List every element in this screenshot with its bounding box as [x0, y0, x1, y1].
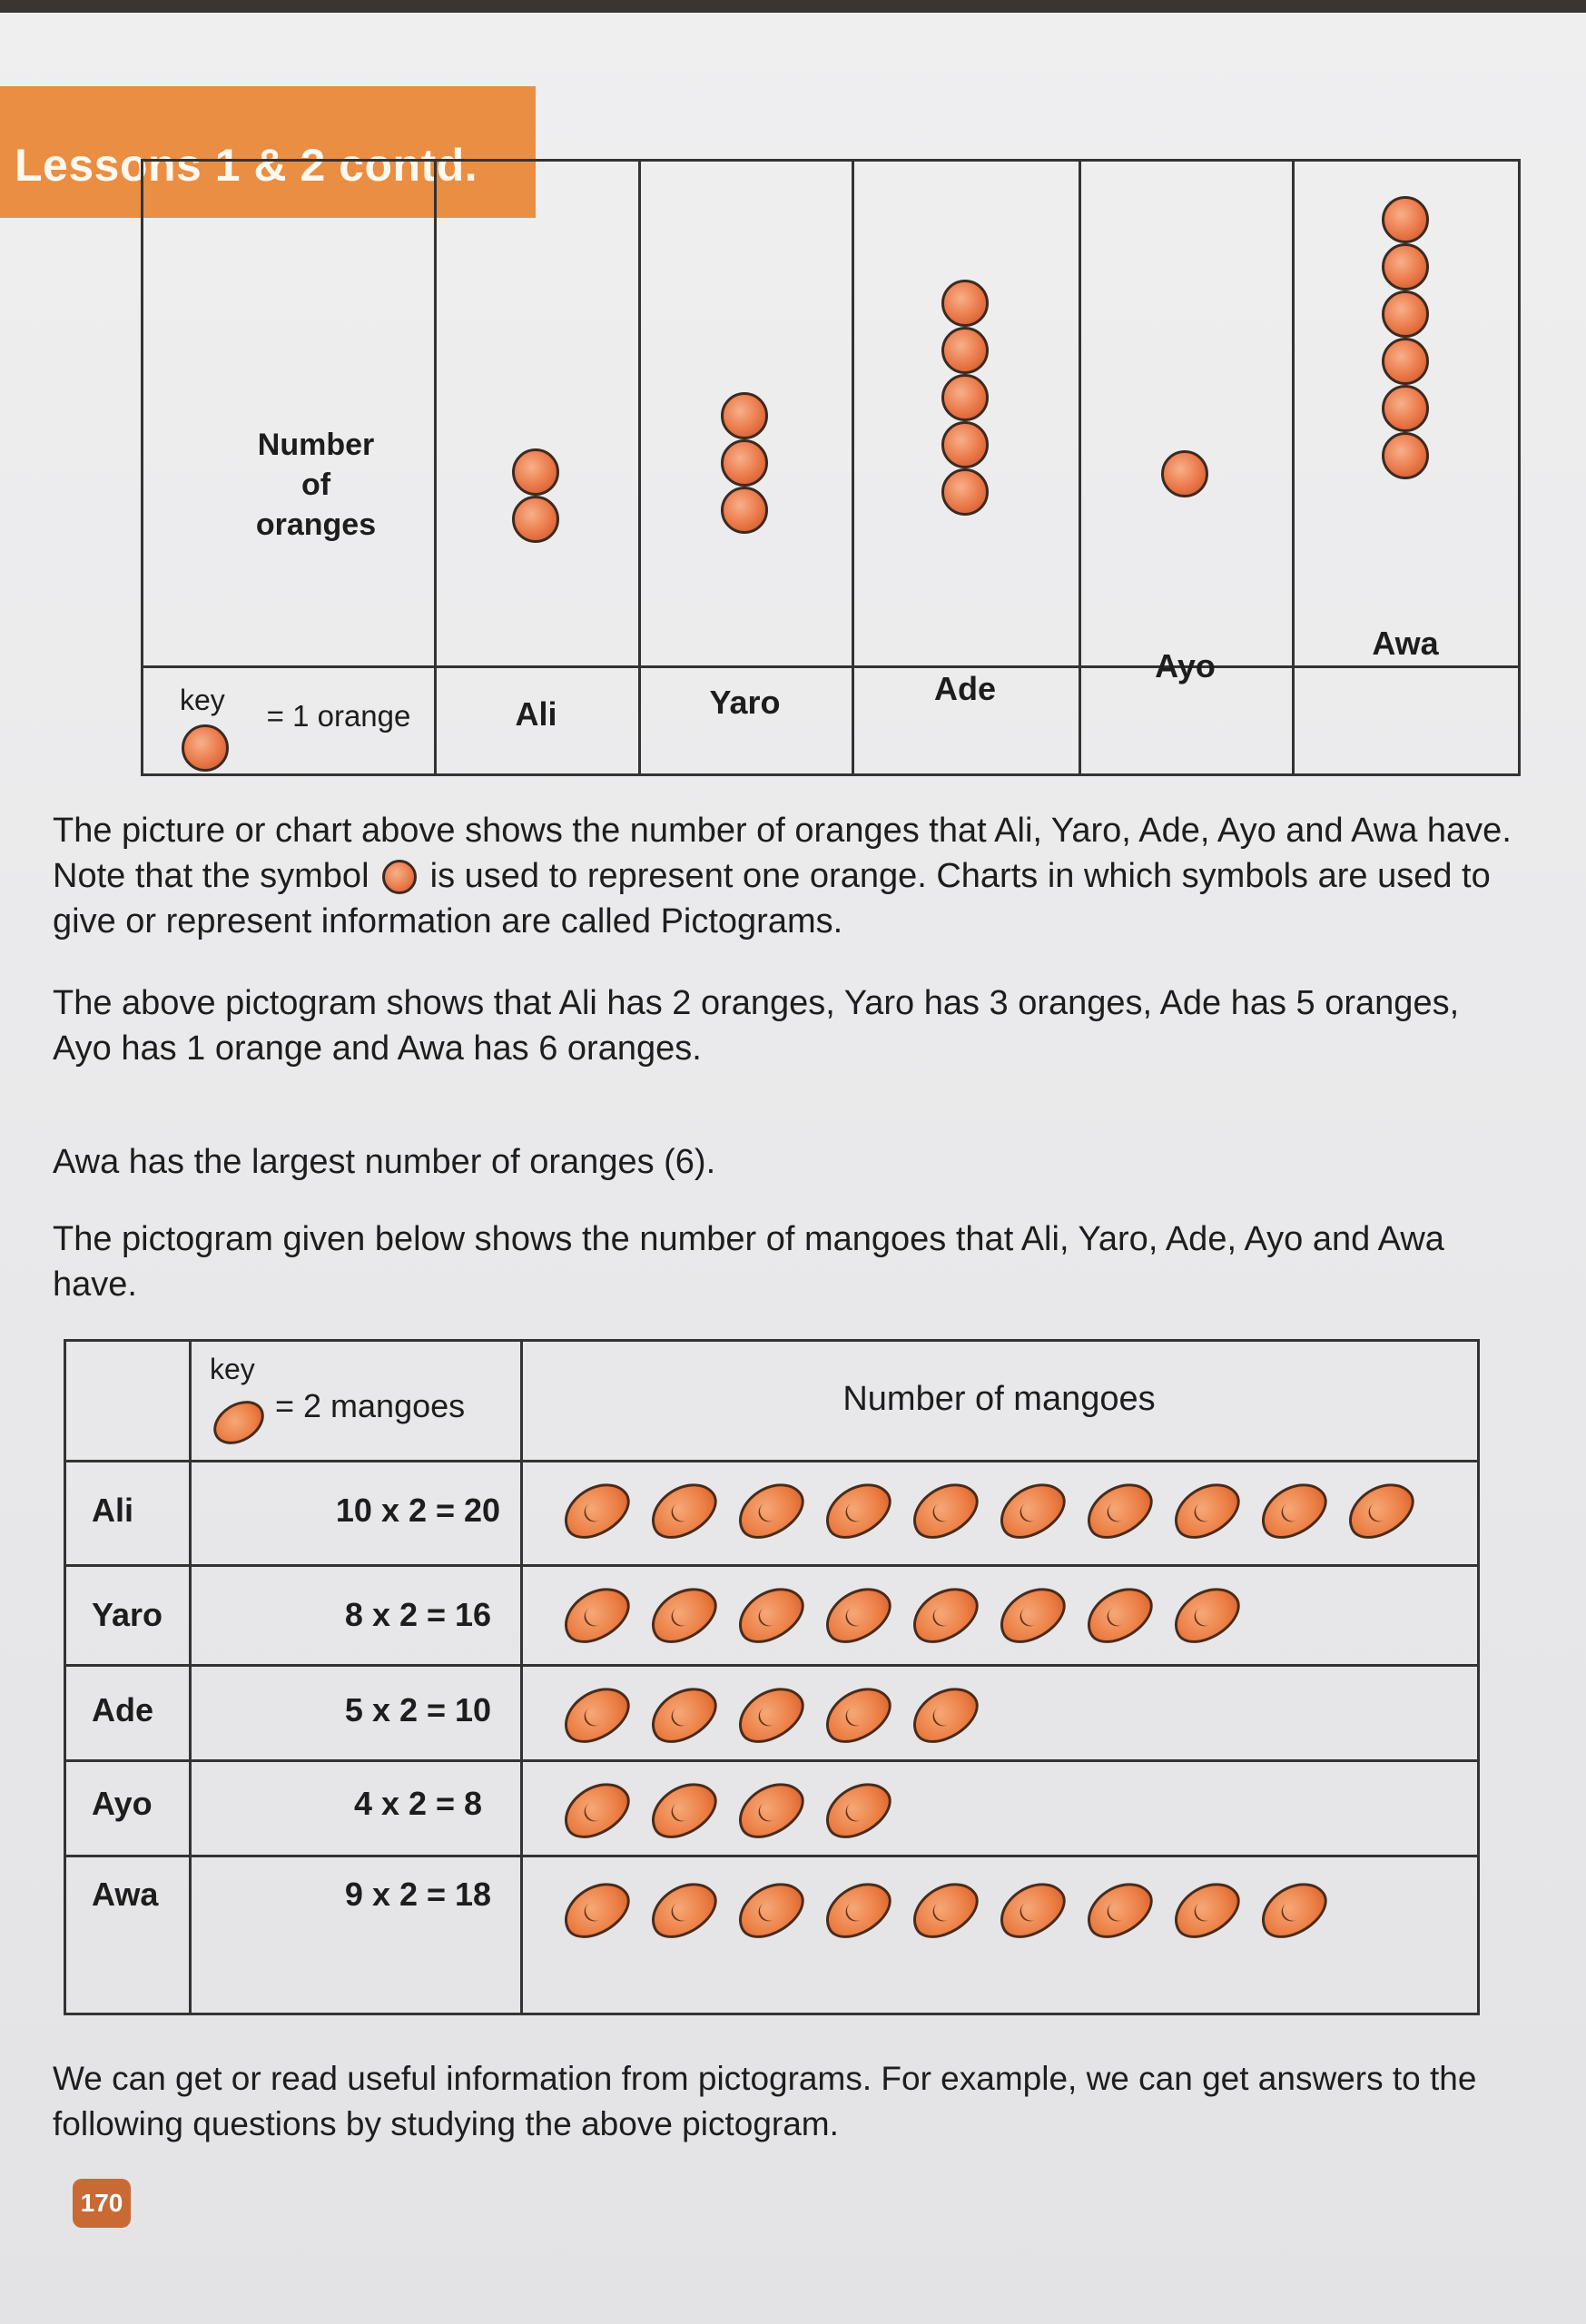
top-edge — [0, 0, 1586, 13]
mango-yaro-4 — [815, 1576, 901, 1653]
divider — [66, 1664, 1477, 1667]
person-label: Awa — [1372, 625, 1439, 662]
row-header-line: of — [300, 468, 331, 502]
mango-ali-7 — [1077, 1472, 1162, 1549]
row-name: Yaro — [92, 1596, 163, 1633]
mango-ade-5 — [902, 1676, 988, 1753]
orange-awa-3 — [1382, 338, 1429, 385]
orange-ade-1 — [941, 468, 989, 516]
lesson-title: Lessons 1 & 2 contd. — [15, 140, 478, 191]
mango-yaro-6 — [990, 1576, 1075, 1653]
person-label: Yaro — [709, 684, 781, 721]
table-header: Number of mangoes — [842, 1380, 1156, 1418]
key-mango-icon — [205, 1392, 271, 1452]
mango-awa-8 — [1164, 1871, 1249, 1948]
paragraph-largest: Awa has the largest number of oranges (6). — [53, 1143, 716, 1181]
orange-ade-5 — [941, 280, 989, 327]
orange-ali-2 — [512, 448, 559, 496]
row-header-line: oranges — [255, 507, 377, 542]
mango-awa-5 — [902, 1871, 988, 1948]
mango-ali-6 — [990, 1472, 1075, 1549]
row-calc: 8 x 2 = 16 — [344, 1596, 492, 1633]
person-label: Ade — [933, 670, 996, 707]
divider — [66, 1564, 1477, 1567]
mango-awa-4 — [815, 1871, 901, 1948]
orange-awa-1 — [1382, 432, 1429, 479]
divider — [638, 162, 641, 773]
mango-awa-3 — [728, 1871, 813, 1948]
mango-awa-9 — [1251, 1871, 1336, 1948]
mango-ayo-1 — [554, 1771, 639, 1848]
paragraph-text: is used to represent one orange. Charts in which symbols are used to give or represent information are called Pictograms. — [53, 857, 1491, 940]
mango-ade-3 — [728, 1676, 813, 1753]
row-calc: 5 x 2 = 10 — [344, 1691, 492, 1728]
key-text: = 1 orange — [266, 699, 411, 733]
mango-ali-1 — [554, 1472, 639, 1549]
mango-yaro-5 — [902, 1576, 988, 1653]
row-header-line: Number — [257, 428, 375, 462]
key-label: key — [210, 1353, 255, 1385]
mango-ayo-2 — [641, 1771, 726, 1848]
mango-pictogram-table — [64, 1339, 1480, 2015]
mango-ali-4 — [815, 1472, 901, 1549]
mango-yaro-8 — [1164, 1576, 1249, 1653]
divider — [1292, 162, 1295, 773]
orange-yaro-3 — [721, 392, 768, 439]
row-calc: 10 x 2 = 20 — [335, 1492, 501, 1529]
mango-awa-2 — [641, 1871, 726, 1948]
person-label: Ali — [515, 695, 557, 733]
mango-yaro-2 — [641, 1576, 726, 1653]
divider — [66, 1460, 1477, 1462]
mango-ade-2 — [641, 1676, 726, 1753]
divider — [66, 1759, 1477, 1762]
mango-yaro-3 — [728, 1576, 813, 1653]
row-name: Ade — [92, 1691, 154, 1728]
divider — [66, 1855, 1477, 1857]
paragraph-mango-intro: The pictogram given below shows the number of mangoes that Ali, Yaro, Ade, Ayo and Awa have. — [53, 1220, 1444, 1304]
orange-yaro-2 — [721, 439, 768, 487]
mango-ali-9 — [1251, 1472, 1336, 1549]
orange-ade-2 — [941, 421, 989, 468]
paragraph-text: The picture or chart above shows the number of oranges that Ali, Yaro, Ade, Ayo and Awa have. Note that the symbol — [53, 812, 1512, 895]
mango-awa-7 — [1077, 1871, 1162, 1948]
row-name: Awa — [92, 1876, 159, 1913]
key-text: = 2 mangoes — [275, 1387, 466, 1424]
orange-awa-5 — [1382, 243, 1429, 290]
orange-ali-1 — [512, 496, 559, 543]
mango-ade-1 — [554, 1676, 639, 1753]
orange-ade-3 — [941, 374, 989, 421]
row-name: Ali — [92, 1492, 134, 1529]
key-label: key — [180, 684, 225, 716]
mango-awa-6 — [990, 1871, 1075, 1948]
orange-yaro-1 — [721, 487, 768, 534]
mango-ayo-4 — [815, 1771, 901, 1848]
mango-ali-3 — [728, 1472, 813, 1549]
orange-ade-4 — [941, 327, 989, 374]
mango-ali-8 — [1164, 1472, 1249, 1549]
divider — [189, 1342, 192, 2013]
row-calc: 4 x 2 = 8 — [353, 1785, 483, 1822]
mango-ali-10 — [1338, 1472, 1423, 1549]
key-orange-icon — [182, 724, 229, 772]
orange-awa-4 — [1382, 290, 1429, 338]
orange-awa-6 — [1382, 196, 1429, 243]
paragraph-intro — [53, 808, 1523, 944]
orange-awa-2 — [1382, 385, 1429, 432]
page-number: 170 — [73, 2179, 131, 2228]
orange-pictogram — [141, 159, 1521, 776]
mango-ali-2 — [641, 1472, 726, 1549]
paragraph-summary: The above pictogram shows that Ali has 2 oranges, Yaro has 3 oranges, Ade has 5 oranges, Ayo has 1 orange and Awa has 6 oranges. — [53, 984, 1460, 1068]
row-name: Ayo — [92, 1785, 153, 1822]
mango-yaro-1 — [554, 1576, 639, 1653]
orange-ayo-1 — [1161, 450, 1208, 497]
row-calc: 9 x 2 = 18 — [344, 1876, 492, 1913]
mango-ade-4 — [815, 1676, 901, 1753]
divider — [143, 665, 1518, 668]
orange-symbol-icon — [382, 860, 417, 894]
paragraph-questions: We can get or read useful information from pictograms. For example, we can get answers to the following questions by studying the above pictogram. — [53, 2060, 1477, 2142]
mango-ali-5 — [902, 1472, 988, 1549]
mango-ayo-3 — [728, 1771, 813, 1848]
row-header — [180, 425, 452, 545]
mango-yaro-7 — [1077, 1576, 1162, 1653]
person-label: Ayo — [1155, 647, 1216, 684]
